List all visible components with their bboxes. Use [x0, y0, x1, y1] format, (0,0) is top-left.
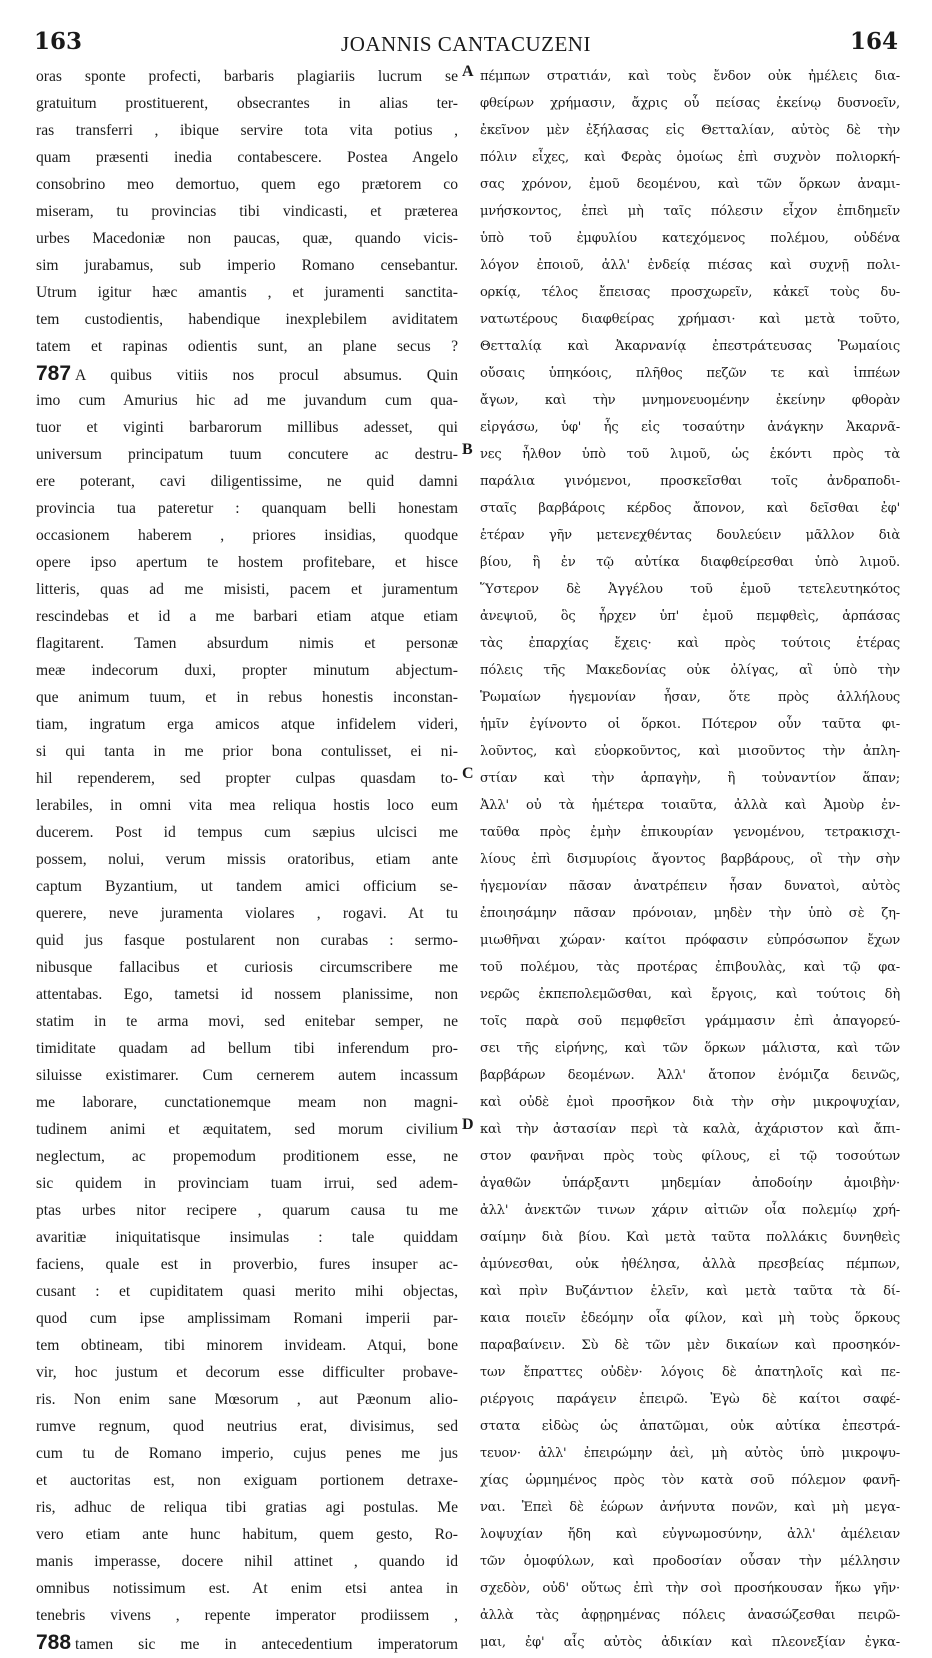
- latin-text: nibusque fallacibus et curiosis circumscribere me: [36, 959, 458, 976]
- latin-line: [36, 819, 458, 846]
- greek-text: ἐκεῖνον μὲν ἐξήλασας εἰς Θετταλίαν, αὐτὸς δὲ τὴν: [480, 123, 900, 138]
- latin-line: [36, 1386, 458, 1413]
- greek-line: [480, 1548, 900, 1575]
- greek-text: σας χρόνον, ἐμοῦ δεομένου, καὶ τῶν ὅρκων ἀναμι-: [480, 177, 900, 192]
- greek-line: [480, 684, 900, 711]
- latin-text: oras sponte profecti, barbaris plagiariis lucrum se: [36, 68, 458, 85]
- greek-line: [480, 549, 900, 576]
- latin-line: [36, 603, 458, 630]
- latin-line: [36, 1089, 458, 1116]
- latin-text: flagitarent. Tamen absurdum nimis et personæ: [36, 635, 458, 652]
- greek-text: παράλια γινόμενοι, προσκεῖσθαι τοῖς ἀνδραποδι-: [480, 474, 900, 489]
- greek-text: ριέργοις παράγειν ἐπειρῶ. Ἐγὼ δὲ καίτοι σαφέ-: [480, 1392, 900, 1407]
- greek-text: λοψυχίαν ἤδη καὶ εὐγνωμοσύνην, ἀλλ' ἀμέλειαν: [480, 1527, 900, 1542]
- greek-text: τῶν ὁμοφύλων, καὶ προδοσίαν οὖσαν τὴν μέλλησιν: [480, 1554, 900, 1569]
- section-mark-a: A: [462, 63, 474, 80]
- greek-text: σταῖς βαρβάροις κέρδος ἄπονον, καὶ δεῖσθαι ἐφ': [480, 501, 900, 516]
- latin-text: et auctoritas est, non exiguam portionem detraxe-: [36, 1472, 458, 1489]
- page-number-left: 163: [34, 28, 83, 55]
- greek-text: των ἔπραττες οὐδὲν· λόγοις δὲ ἀπατηλοῖς καὶ πε-: [480, 1365, 900, 1380]
- latin-line: [36, 1062, 458, 1089]
- latin-text: opere ipso apertum te hostem profitebare, et hisce: [36, 554, 458, 571]
- latin-column: [36, 63, 458, 1654]
- latin-text: neglectum, ac propemodum proditionem esse, ne: [36, 1148, 458, 1165]
- greek-line: [480, 846, 900, 873]
- greek-line: [480, 819, 900, 846]
- latin-text: rescindebas et id a me barbari etiam atque etiam: [36, 608, 458, 625]
- greek-line: [480, 1062, 900, 1089]
- greek-line: [480, 360, 900, 387]
- greek-text: εἰργάσω, ὑφ' ἧς εἰς τοσαύτην ἀνάγκην Ἀκαρνᾶ-: [480, 420, 900, 435]
- latin-text: ras transferri , ibique servire tota vita potius ,: [36, 122, 458, 139]
- greek-text: ναι. Ἐπεὶ δὲ ἑώρων ἀνήνυτα πονῶν, καὶ μὴ μεγα-: [480, 1500, 900, 1515]
- latin-line: [36, 1224, 458, 1251]
- latin-text: ris, adhuc de reliqua tibi gratias agi postulas. Me: [36, 1499, 458, 1516]
- latin-line: [36, 225, 458, 252]
- greek-line: [480, 522, 900, 549]
- greek-text: μαι, ἐφ' αἷς αὐτὸς ἀδικίαν καὶ πλεονεξίαν ἐγκα-: [480, 1635, 900, 1650]
- latin-text: sic quidem in provinciam tuam irrui, sed adem-: [36, 1175, 458, 1192]
- greek-text: καια ποιεῖν ἐδεόμην οἷα φίλον, καὶ μὴ τοὺς ὅρκους: [480, 1311, 900, 1326]
- latin-line: [36, 1359, 458, 1386]
- latin-text: ere poterant, cavi diligentissime, ne quid damni: [36, 473, 458, 490]
- greek-line: [480, 279, 900, 306]
- latin-line: [36, 1035, 458, 1062]
- latin-line: [36, 1521, 458, 1548]
- latin-line: [36, 873, 458, 900]
- latin-text: timiditate quadam ad bellum tibi inferendum pro-: [36, 1040, 458, 1057]
- greek-text: καὶ πρὶν Βυζάντιον ἑλεῖν, καὶ μετὰ ταῦτα τὰ δί-: [480, 1284, 900, 1299]
- latin-line: [36, 279, 458, 306]
- greek-line: [480, 306, 900, 333]
- latin-line: [36, 1170, 458, 1197]
- latin-line: [36, 1116, 458, 1143]
- latin-line: [36, 1008, 458, 1035]
- section-mark-c: C: [462, 765, 474, 782]
- latin-text: cum tu de Romano imperio, cujus penes me jus: [36, 1445, 458, 1462]
- latin-text: avaritiæ iniquitatisque insimulas : tale quiddam: [36, 1229, 458, 1246]
- latin-line: [36, 684, 458, 711]
- margin-number: 788: [36, 1631, 72, 1654]
- latin-text: manis imperasse, docere nihil attinet , quando id: [36, 1553, 458, 1570]
- greek-line: [480, 657, 900, 684]
- latin-line: [36, 1278, 458, 1305]
- greek-text: σαίμην διὰ βίου. Καὶ μετὰ ταῦτα πολλάκις δυνηθεὶς: [480, 1230, 900, 1245]
- latin-line: [36, 198, 458, 225]
- latin-text: occasionem haberem , priores insidias, quodque: [36, 527, 458, 544]
- latin-text: attentabas. Ego, tametsi id nossem planissime, non: [36, 986, 458, 1003]
- greek-text: νερῶς ἐκπεπολεμῶσθαι, καὶ ἔργοις, καὶ τούτοις δὴ: [480, 987, 900, 1002]
- latin-text: ducerem. Post id tempus cum sæpius ulcisci me: [36, 824, 458, 841]
- latin-text: tem custodientis, habendique inexplebilem aviditatem: [36, 311, 458, 328]
- latin-text: tuor et viginti barbarorum millibus adesset, qui: [36, 419, 458, 436]
- greek-line: [480, 927, 900, 954]
- greek-line: [480, 711, 900, 738]
- latin-text: consobrino meo demortuo, quem ego prætorem co: [36, 176, 458, 193]
- greek-line: [480, 90, 900, 117]
- latin-text: si qui tanta in me prior bona contulisset, ei ni-: [36, 743, 458, 760]
- greek-line: [480, 333, 900, 360]
- latin-line: [36, 144, 458, 171]
- latin-line: [36, 1575, 458, 1602]
- greek-line: [480, 981, 900, 1008]
- latin-line: [36, 306, 458, 333]
- latin-text: A quibus vitiis nos procul absumus. Quin: [75, 367, 458, 384]
- greek-line: [480, 1332, 900, 1359]
- latin-text: urbes Macedoniæ non paucas, quæ, quando vicis-: [36, 230, 458, 247]
- greek-line: [480, 630, 900, 657]
- greek-line: [480, 954, 900, 981]
- greek-line: [480, 1440, 900, 1467]
- greek-text: ἄγων, καὶ τὴν μνημονευομένην ἐκείνην φθορὰν: [480, 393, 900, 408]
- section-mark-b: B: [462, 441, 473, 458]
- greek-text: ορκίᾳ, τέλος ἔπεισας προσχωρεῖν, κἀκεῖ τοὺς δυ-: [480, 285, 900, 300]
- latin-text: possem, nolui, verum missis oratoribus, etiam ante: [36, 851, 458, 868]
- latin-text: tiam, ingratum erga amicos atque infidelem videri,: [36, 716, 458, 733]
- latin-line: [36, 1494, 458, 1521]
- latin-line: [36, 738, 458, 765]
- latin-line: [36, 63, 458, 90]
- greek-line: [480, 873, 900, 900]
- latin-text: me laborare, cunctationemque meam non magni-: [36, 1094, 458, 1111]
- greek-line: [480, 441, 900, 468]
- greek-line: [480, 792, 900, 819]
- greek-text: βίου, ἢ ἐν τῷ αὐτίκα διαφθείρεσθαι ὑπὸ λιμοῦ.: [480, 555, 900, 570]
- latin-line: [36, 468, 458, 495]
- latin-text: captum Byzantium, ut tandem amici officium se-: [36, 878, 458, 895]
- latin-line: [36, 90, 458, 117]
- greek-text: ἑτέραν γῆν μετενεχθέντας δουλεύειν μᾶλλον διὰ: [480, 528, 900, 543]
- margin-number: 787: [36, 362, 72, 385]
- greek-line: [480, 1467, 900, 1494]
- latin-text: tatem et rapinas odientis sunt, an plane secus ?: [36, 338, 458, 355]
- latin-text: tem obtineam, tibi minorem invideam. Atqui, bone: [36, 1337, 458, 1354]
- latin-text: universum principatum tuum concutere ac destru-: [36, 446, 458, 463]
- latin-line: [36, 927, 458, 954]
- greek-text: σει τῆς εἰρήνης, καὶ τῶν ὅρκων μάλιστα, καὶ τῶν: [480, 1041, 900, 1056]
- latin-line: [36, 360, 458, 387]
- latin-line: [36, 1413, 458, 1440]
- greek-line: [480, 225, 900, 252]
- greek-line: [480, 1035, 900, 1062]
- latin-text: ptas urbes nitor recipere , quarum causa tu me: [36, 1202, 458, 1219]
- greek-column: [480, 63, 900, 1650]
- greek-text: φθείρων χρήμασιν, ἄχρις οὗ πείσας ἐκείνῳ δυσνοεῖν,: [480, 96, 900, 111]
- greek-line: [480, 414, 900, 441]
- greek-line: [480, 1305, 900, 1332]
- latin-text: provincia tua pateretur : quanquam belli honestam: [36, 500, 458, 517]
- latin-text: statim in te arma movi, sed enitebar semper, ne: [36, 1013, 458, 1030]
- latin-line: [36, 333, 458, 360]
- greek-text: ἡγεμονίαν πᾶσαν ἀνατρέπειν ἦσαν δυνατοὶ, αὐτὸς: [480, 879, 900, 894]
- greek-text: τευον· ἀλλ' ἐπειρώμην ἀεὶ, μὴ αὐτὸς ὑπὸ μικροψυ-: [480, 1446, 900, 1461]
- greek-text: Ἀλλ' οὐ τὰ ἡμέτερα τοιαῦτα, ἀλλὰ καὶ Ἀμοὺρ ἐν-: [480, 798, 900, 813]
- greek-line: [480, 1143, 900, 1170]
- greek-text: μνήσκοντος, ἐπεὶ μὴ ταῖς πόλεσιν εἶχον ἐπιδημεῖν: [480, 204, 900, 219]
- greek-line: [480, 738, 900, 765]
- greek-line: [480, 1359, 900, 1386]
- greek-line: [480, 603, 900, 630]
- greek-line: [480, 1089, 900, 1116]
- greek-text: σχεδὸν, οὐδ' οὕτως ἐπὶ τὴν σοὶ προσήκουσαν ἥκω γῆν·: [480, 1581, 900, 1596]
- latin-text: omnibus notissimum est. At enim etsi antea in: [36, 1580, 458, 1597]
- latin-text: tudinem animi et æquitatem, sed morum civilium: [36, 1121, 458, 1138]
- greek-line: [480, 495, 900, 522]
- latin-text: litteris, quas ad me misisti, pacem et juramentum: [36, 581, 458, 598]
- latin-text: imo cum Amurius hic ad me juvandum cum qua-: [36, 392, 458, 409]
- greek-line: [480, 900, 900, 927]
- latin-text: cusant : et cupiditatem quasi merito mihi objectas,: [36, 1283, 458, 1300]
- latin-text: Utrum igitur hæc amantis , et juramenti sanctita-: [36, 284, 458, 301]
- greek-text: στίαν καὶ τὴν ἁρπαγὴν, ἢ τοὐναντίον ἅπαν;: [480, 771, 900, 786]
- latin-text: faciens, quale est in proverbio, fures insuper ac-: [36, 1256, 458, 1273]
- latin-line: [36, 576, 458, 603]
- greek-text: πόλεις τῆς Μακεδονίας οὐκ ὀλίγας, αἳ ὑπὸ τὴν: [480, 663, 900, 678]
- latin-text: sim jurabamus, sub imperio Romano censebantur.: [36, 257, 458, 274]
- latin-line: [36, 954, 458, 981]
- greek-text: Ῥωμαίων ἡγεμονίαν ἦσαν, ὅτε πρὸς ἀλλήλους: [480, 690, 900, 705]
- latin-text: que animum tuum, et in rebus honestis inconstan-: [36, 689, 458, 706]
- latin-line: [36, 171, 458, 198]
- greek-text: ἀλλὰ τὰς ἀφῃρημένας πόλεις ἀνασώζεσθαι πειρῶ-: [480, 1608, 900, 1623]
- greek-line: [480, 1278, 900, 1305]
- latin-line: [36, 117, 458, 144]
- greek-line: [480, 1224, 900, 1251]
- greek-line: [480, 1170, 900, 1197]
- greek-line: [480, 1494, 900, 1521]
- greek-text: τοῖς παρὰ σοῦ πεμφθεῖσι γράμμασιν ἐπὶ ἀπαγορεύ-: [480, 1014, 900, 1029]
- greek-text: στον φανῆναι πρὸς τοὺς φίλους, εἰ τῷ τοσούτων: [480, 1149, 900, 1164]
- greek-line: [480, 468, 900, 495]
- greek-text: λόγον ἐποιοῦ, ἀλλ' ἐνδείᾳ πιέσας καὶ συχνῇ πολι-: [480, 258, 900, 273]
- latin-line: [36, 1602, 458, 1629]
- greek-text: οὔσαις ὑπηκόοις, πλῆθος πεζῶν τε καὶ ἱππέων: [480, 366, 900, 381]
- greek-line: [480, 1251, 900, 1278]
- greek-line: [480, 1575, 900, 1602]
- greek-line: [480, 1413, 900, 1440]
- greek-text: ἀλλ' ἀνεκτῶν τινων χάριν αἰτιῶν οἷα πολεμίῳ χρή-: [480, 1203, 900, 1218]
- latin-text: tenebris vivens , repente imperator prodiissem ,: [36, 1607, 458, 1624]
- greek-line: [480, 576, 900, 603]
- greek-text: καὶ τὴν ἀστασίαν περὶ τὰ καλὰ, ἀχάριστον καὶ ἄπι-: [480, 1122, 900, 1137]
- latin-text: ris. Non enim sane Mœsorum , aut Pæonum alio-: [36, 1391, 458, 1408]
- greek-line: [480, 63, 900, 90]
- latin-line: [36, 846, 458, 873]
- latin-line: [36, 441, 458, 468]
- greek-line: [480, 1521, 900, 1548]
- greek-text: ἐποιησάμην πᾶσαν πρόνοιαν, μηδὲν τὴν ὑπὸ σὲ ζη-: [480, 906, 900, 921]
- greek-text: πέμπων στρατιάν, καὶ τοὺς ἔνδον οὐκ ἠμέλεις δια-: [480, 69, 900, 84]
- page-header: [34, 18, 898, 58]
- latin-line: [36, 981, 458, 1008]
- latin-line: [36, 792, 458, 819]
- latin-text: siluisse existimarer. Cum cernerem autem incassum: [36, 1067, 458, 1084]
- latin-line: [36, 549, 458, 576]
- latin-line: [36, 522, 458, 549]
- section-mark-d: D: [462, 1116, 474, 1133]
- greek-text: λίους ἐπὶ δισμυρίοις ἄγοντος βαρβάρους, οἳ τὴν σὴν: [480, 852, 900, 867]
- latin-line: [36, 387, 458, 414]
- greek-text: ἡμῖν ἐγίνοντο οἱ ὅρκοι. Πότερον οὖν ταῦτα φι-: [480, 717, 900, 732]
- latin-line: [36, 252, 458, 279]
- greek-text: στατα εἰδὼς ὡς ἀπατῶμαι, οὐκ αὐτίκα ἐπεστρά-: [480, 1419, 900, 1434]
- latin-line: [36, 414, 458, 441]
- greek-text: παραβαίνειν. Σὺ δὲ τῶν μὲν δικαίων καὶ προσηκόν-: [480, 1338, 900, 1353]
- latin-line: [36, 1305, 458, 1332]
- greek-line: [480, 171, 900, 198]
- latin-line: [36, 1251, 458, 1278]
- greek-text: καὶ οὐδὲ ἐμοὶ προσῆκον διὰ τὴν σὴν μικροψυχίαν,: [480, 1095, 900, 1110]
- latin-text: querere, neve juramenta violares , rogavi. At tu: [36, 905, 458, 922]
- greek-text: νατωτέρους διαφθείρας χρήμασι· καὶ μετὰ τοῦτο,: [480, 312, 900, 327]
- greek-line: [480, 198, 900, 225]
- greek-line: [480, 144, 900, 171]
- greek-line: [480, 1629, 900, 1656]
- latin-line: [36, 1548, 458, 1575]
- latin-text: rumve regnum, quod neutrius erat, divisimus, sed: [36, 1418, 458, 1435]
- greek-text: ταῦθα πρὸς ἐμὴν ἐπικουρίαν γενομένου, τετρακισχι-: [480, 825, 900, 840]
- latin-text: gratuitum prostituerent, obsecrantes in alias ter-: [36, 95, 458, 112]
- latin-text: quid jus fasque postularent non curabas : sermo-: [36, 932, 458, 949]
- greek-line: [480, 765, 900, 792]
- greek-line: [480, 117, 900, 144]
- greek-text: ἀμύνεσθαι, οὐκ ἠθέλησα, ἀλλὰ πρεσβείας πέμπων,: [480, 1257, 900, 1272]
- latin-line: [36, 1629, 458, 1656]
- greek-line: [480, 1197, 900, 1224]
- greek-text: ὑπὸ τοῦ ἐμφυλίου κατεχόμενος πολέμου, οὐδένα: [480, 231, 900, 246]
- greek-text: μιωθῆναι χώραν· καίτοι πρόφασιν εὐπρόσωπον ἔχων: [480, 933, 900, 948]
- latin-line: [36, 711, 458, 738]
- latin-line: [36, 1197, 458, 1224]
- greek-text: βαρβάρων δεομένων. Ἀλλ' ἄτοπον ἐνόμιζα δεινῶς,: [480, 1068, 900, 1083]
- latin-text: lerabiles, in omni vita mea reliqua hostis loco eum: [36, 797, 458, 814]
- latin-line: [36, 765, 458, 792]
- latin-line: [36, 1332, 458, 1359]
- greek-text: Θετταλίᾳ καὶ Ἀκαρνανίᾳ ἐπεστράτευσας Ῥωμαίοις: [480, 339, 900, 354]
- latin-line: [36, 630, 458, 657]
- greek-text: λοῦντος, καὶ εὐορκοῦντος, καὶ μισοῦντος τὴν ἀπλη-: [480, 744, 900, 759]
- latin-line: [36, 1467, 458, 1494]
- latin-text: hil rependerem, sed propter culpas quasdam to-: [36, 770, 458, 787]
- latin-line: [36, 1143, 458, 1170]
- running-title: JOANNIS CANTACUZENI: [341, 32, 591, 56]
- latin-text: tamen sic me in antecedentium imperatorum: [75, 1636, 458, 1653]
- greek-text: ἀνεψιοῦ, ὃς ἦρχεν ὑπ' ἐμοῦ πεμφθεὶς, ἁρπάσας: [480, 609, 900, 624]
- greek-line: [480, 387, 900, 414]
- greek-text: πόλιν εἶχες, καὶ Φερὰς ὁμοίως ἐπὶ συχνὸν πολιορκή-: [480, 150, 900, 165]
- latin-text: miseram, tu provincias tibi vindicasti, et præterea: [36, 203, 458, 220]
- greek-line: [480, 1116, 900, 1143]
- greek-line: [480, 1386, 900, 1413]
- latin-line: [36, 1440, 458, 1467]
- greek-text: ἀγαθῶν ὑπάρξαντι μηδεμίαν ἀποδοίην ἀμοιβὴν·: [480, 1176, 900, 1191]
- greek-text: χίας ὡρμημένος πρὸς τὸν κατὰ σοῦ πόλεμον φανῆ-: [480, 1473, 900, 1488]
- latin-line: [36, 657, 458, 684]
- latin-text: quod cum ipse amplissimam Romani imperii par-: [36, 1310, 458, 1327]
- latin-text: quam præsenti inedia contabescere. Postea Angelo: [36, 149, 458, 166]
- greek-line: [480, 1602, 900, 1629]
- greek-text: νες ἦλθον ὑπὸ τοῦ λιμοῦ, ὡς ἑκόντι πρὸς τὰ: [480, 447, 900, 462]
- greek-text: τοῦ πολέμου, τὰς προτέρας ἐπιβουλὰς, καὶ τῷ φα-: [480, 960, 900, 975]
- greek-line: [480, 252, 900, 279]
- latin-line: [36, 900, 458, 927]
- latin-text: vero etiam ante hunc habitum, quem gesto, Ro-: [36, 1526, 458, 1543]
- latin-text: meæ indecorum duxi, propter minutum abjectum-: [36, 662, 458, 679]
- latin-text: vir, hoc justum et decorum esse difficulter probave-: [36, 1364, 458, 1381]
- greek-line: [480, 1008, 900, 1035]
- page-number-right: 164: [849, 28, 898, 55]
- greek-text: τὰς ἐπαρχίας ἔχεις· καὶ πρὸς τούτοις ἑτέρας: [480, 636, 900, 651]
- greek-text: Ὕστερον δὲ Ἀγγέλου τοῦ ἐμοῦ τετελευτηκότος: [480, 582, 900, 597]
- latin-line: [36, 495, 458, 522]
